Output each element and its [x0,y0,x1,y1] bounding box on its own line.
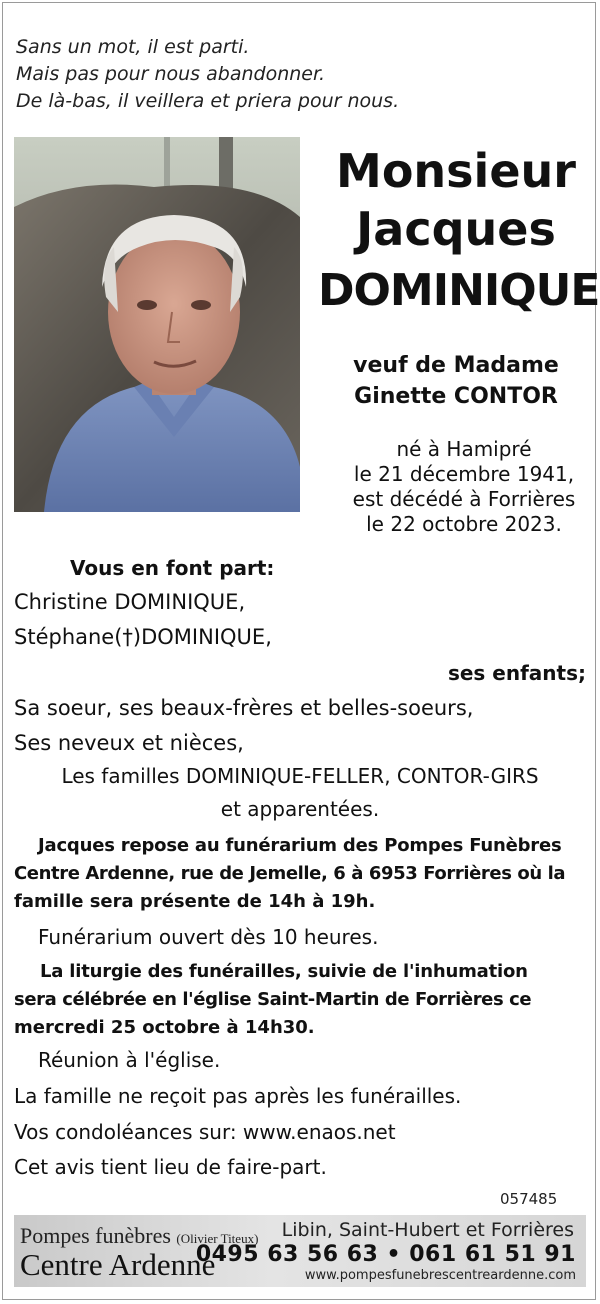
birth-line: né à Hamipré [396,437,532,461]
company-name-line2: Centre Ardenne [20,1247,216,1282]
closing-line: La famille ne reçoit pas après les funérailles. [14,1084,462,1108]
family-line: Les familles DOMINIQUE-FELLER, CONTOR-GIRS [61,764,539,788]
portrait-photo [14,137,300,512]
funerarium-line: famille sera présente de 14h à 19h. [14,891,376,912]
company-phones: 0495 63 56 63 • 061 61 51 91 [195,1242,576,1267]
widow-line: veuf de Madame [353,353,559,378]
family-line: Sa soeur, ses beaux-frères et belles-soeurs, [14,696,474,720]
birth-line: est décédé à Forrières [352,487,576,511]
condolences-line: Vos condoléances sur: www.enaos.net [14,1120,396,1144]
child-name: Stéphane(†)DOMINIQUE, [14,625,272,649]
last-name: DOMINIQUE [318,265,600,316]
first-name: Jacques [356,202,556,256]
child-name: Christine DOMINIQUE, [14,590,246,614]
widow-info [320,350,592,412]
liturgy-line: mercredi 25 octobre à 14h30. [14,1017,315,1038]
poem [16,34,399,115]
family-heading: Vous en font part: [70,556,275,580]
funeral-home-banner [14,1215,586,1287]
family-line: Ses neveux et nièces, [14,731,244,755]
company-locations: Libin, Saint-Hubert et Forrières [281,1219,574,1241]
family-line: et apparentées. [220,797,380,821]
liturgy-line: sera célébrée en l'église Saint-Martin de Forrières ce [14,989,532,1010]
funerarium-hours: Funérarium ouvert dès 10 heures. [38,925,379,949]
company-owner: (Olivier Titeux) [176,1231,259,1246]
funerarium-line: Centre Ardenne, rue de Jemelle, 6 à 6953 Forrières où la [14,863,566,884]
poem-line: Mais pas pour nous abandonner. [16,63,326,85]
meeting-info: Réunion à l'église. [38,1048,221,1072]
widow-line: Ginette CONTOR [354,384,558,409]
reference-number: 057485 [500,1190,558,1208]
closing-line: Cet avis tient lieu de faire-part. [14,1155,327,1179]
funerarium-line: Jacques repose au funérarium des Pompes Funèbres [38,835,562,856]
liturgy-line: La liturgie des funérailles, suivie de l'inhumation [40,961,528,982]
honorific: Monsieur [336,144,576,198]
poem-line: De là-bas, il veillera et priera pour nous. [16,90,400,112]
portrait-illustration [14,137,300,512]
birth-line: le 21 décembre 1941, [353,462,575,486]
company-label: Pompes funèbres [20,1223,171,1248]
company-website[interactable]: www.pompesfunebrescentreardenne.com [304,1268,576,1283]
poem-line: Sans un mot, il est parti. [16,36,250,58]
children-label: ses enfants; [447,661,586,685]
birth-line: le 22 octobre 2023. [366,512,562,536]
birth-death-info [320,437,590,537]
